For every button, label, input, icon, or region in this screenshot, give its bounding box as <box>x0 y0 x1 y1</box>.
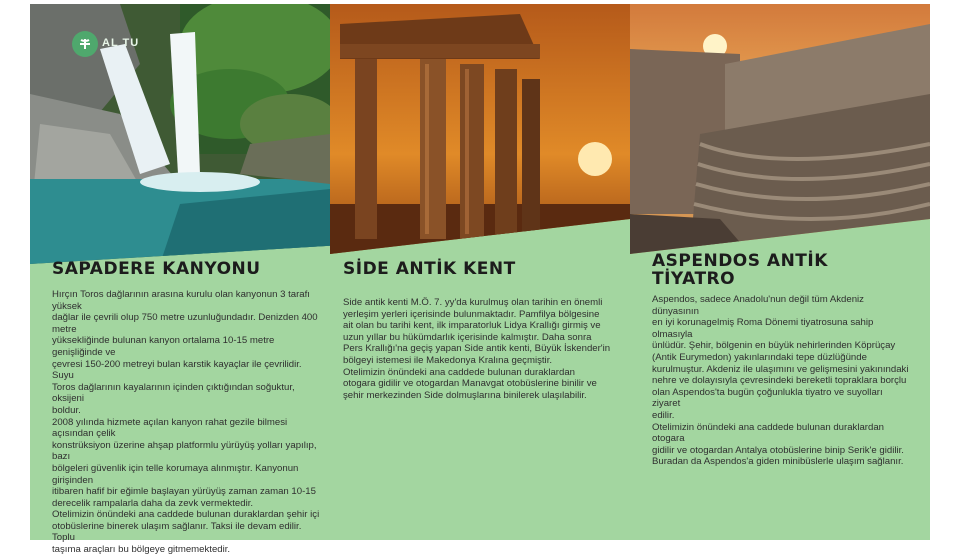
brochure-panel <box>30 4 930 556</box>
section-sapadere <box>52 260 324 556</box>
section-title: ASPENDOS ANTİK TİYATRO <box>652 251 828 289</box>
logo-icon <box>72 31 98 57</box>
side-temple-photo <box>330 4 630 254</box>
section-title: SİDE ANTİK KENT <box>343 259 516 279</box>
section-side <box>343 260 623 401</box>
section-body: Aspendos, sadece Anadolu'nun değil tüm Akdeniz dünyasının en iyi korunagelmiş Roma Dönemi tiyatrosuna sahip olmasıyla ünlüdür. Şehir, bölgenin en büyük nehirlerinden Köprüçay (Antik Eurymedon) yakınlarındaki tepe düzlüğünde kurulmuştur. Akdeniz ile ulaşımını ve gelişmesini yakınındaki nehre ve dolayısıyla çevresindeki bereketli topraklara borçlu olan Aspendos'ta bugün çoğunlukla tiyatro ve suyolları ziyaret edilir. Otelimizin önündeki ana caddede bulunan duraklardan otogara gidilir ve otogardan Antalya otobüslerine binip Serik'e gidilir. Buradan da Aspendos'a giden minibüslerle ulaşım sağlanır. <box>652 294 909 468</box>
section-body: Side antik kenti M.Ö. 7. yy'da kurulmuş olan tarihin en önemli yerleşim yerleri içerisinde bulunmaktadır. Pamfilya bölgesine ait olan bu tarihi kent, ilk imparatorluk Lidya Krallığı girmiş ve uzun yıllar bu hükümdarlık içerisinde kalmıştır. Daha sonra Pers Krallığı'na geçiş yapan Side antik kenti, Büyük İskender'in bölgeyi istemesi ile Makedonya Kralına geçmiştir. Otelimizin önündeki ana caddede bulunan duraklardan otogara gidilir ve otogardan Manavgat otobüslerine binilir ve şehir merkezinden Side dolmuşlarına binilerek ulaşılabilir. <box>343 297 611 401</box>
section-title: SAPADERE KANYONU <box>52 259 261 279</box>
section-body: Hırçın Toros dağlarının arasına kurulu olan kanyonun 3 tarafı yüksek dağlar ile çevrili olup 750 metre uzunluğundadır. Denizden 400 metre yüksekliğinde bulunan kanyon ortalama 10-15 metre genişliğinde ve çevresi 150-200 metreyi bulan karstik kayaçlar ile çevrilidir. Suyu Toros dağlarının kayalarının içinden çıktığından soğuktur, oksijeni boldur. 2008 yılında hizmete açılan kanyon rahat gezile bilmesi açısından çelik konstrüksiyon üzerine ahşap platformlu yürüyüş yolları yapılıp, bazı bölgeleri güvenlik için telle korumaya alınmıştır. Kanyonun girişinden itibaren hafif bir eğimle başlayan yürüyüş zaman zaman 10-15 derecelik rampalarla daha da zevk vermektedir. Otelimizin önündeki ana caddede bulunan duraklardan şehir içi otobüslerine binerek ulaşım sağlanır. Taksi ile devam edilir. Toplu taşıma araçları bu bölgeye gitmemektedir. <box>52 289 320 556</box>
section-aspendos <box>652 252 910 468</box>
logo-text: AL TU <box>102 37 140 49</box>
aspendos-theatre-photo <box>630 4 930 254</box>
